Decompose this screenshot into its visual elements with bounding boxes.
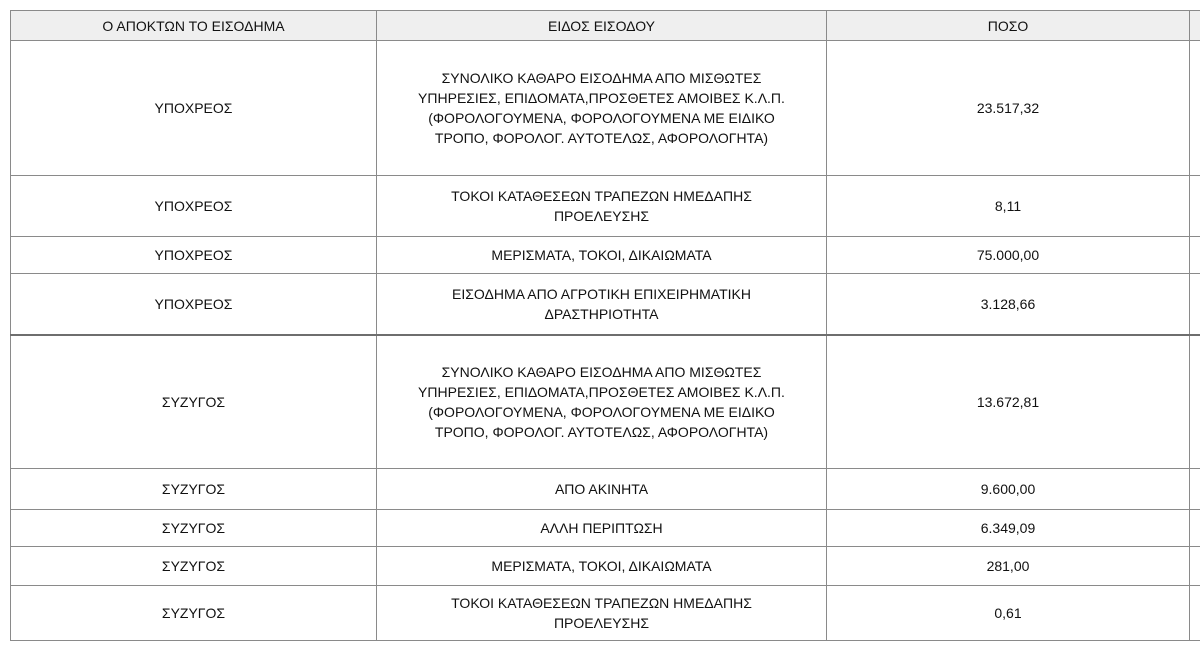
edge-cell <box>1190 237 1200 274</box>
income-type-cell: ΑΠΟ ΑΚΙΝΗΤΑ <box>377 469 827 510</box>
amount-cell: 0,61 <box>827 586 1190 641</box>
income-type-cell: ΣΥΝΟΛΙΚΟ ΚΑΘΑΡΟ ΕΙΣΟΔΗΜΑ ΑΠΟ ΜΙΣΘΩΤΕΣ ΥΠΗΡΕΣΙΕΣ, ΕΠΙΔΟΜΑΤΑ,ΠΡΟΣΘΕΤΕΣ ΑΜΟΙΒΕΣ Κ.Λ.Π.(ΦΟΡΟΛΟΓΟΥΜΕΝΑ, ΦΟΡΟΛΟΓΟΥΜΕΝΑ ΜΕ ΕΙΔΙΚΟ ΤΡΟΠΟ, ΦΟΡΟΛΟΓ. ΑΥΤΟΤΕΛΩΣ, ΑΦΟΡΟΛΟΓΗΤΑ) <box>377 41 827 176</box>
table-row <box>11 41 1200 176</box>
amount-cell: 23.517,32 <box>827 41 1190 176</box>
earner-cell: ΣΥΖΥΓΟΣ <box>11 469 377 510</box>
amount-cell: 6.349,09 <box>827 510 1190 547</box>
edge-cell <box>1190 41 1200 176</box>
edge-cell <box>1190 547 1200 586</box>
income-type-cell: ΤΟΚΟΙ ΚΑΤΑΘΕΣΕΩΝ ΤΡΑΠΕΖΩΝ ΗΜΕΔΑΠΗΣ ΠΡΟΕΛΕΥΣΗΣ <box>377 176 827 237</box>
earner-cell: ΥΠΟΧΡΕΟΣ <box>11 237 377 274</box>
edge-cell <box>1190 274 1200 335</box>
amount-cell: 3.128,66 <box>827 274 1190 335</box>
earner-cell: ΣΥΖΥΓΟΣ <box>11 547 377 586</box>
earner-cell: ΣΥΖΥΓΟΣ <box>11 586 377 641</box>
edge-cell <box>1190 469 1200 510</box>
income-table <box>10 10 1200 641</box>
amount-cell: 8,11 <box>827 176 1190 237</box>
earner-cell: ΥΠΟΧΡΕΟΣ <box>11 274 377 335</box>
income-type-cell: ΤΟΚΟΙ ΚΑΤΑΘΕΣΕΩΝ ΤΡΑΠΕΖΩΝ ΗΜΕΔΑΠΗΣ ΠΡΟΕΛΕΥΣΗΣ <box>377 586 827 641</box>
earner-cell: ΥΠΟΧΡΕΟΣ <box>11 176 377 237</box>
income-type-cell: ΕΙΣΟΔΗΜΑ ΑΠΟ ΑΓΡΟΤΙΚΗ ΕΠΙΧΕΙΡΗΜΑΤΙΚΗ ΔΡΑΣΤΗΡΙΟΤΗΤΑ <box>377 274 827 335</box>
table-row <box>11 586 1200 641</box>
header-edge-cell <box>1190 11 1200 41</box>
income-type-cell: ΣΥΝΟΛΙΚΟ ΚΑΘΑΡΟ ΕΙΣΟΔΗΜΑ ΑΠΟ ΜΙΣΘΩΤΕΣ ΥΠΗΡΕΣΙΕΣ, ΕΠΙΔΟΜΑΤΑ,ΠΡΟΣΘΕΤΕΣ ΑΜΟΙΒΕΣ Κ.Λ.Π.(ΦΟΡΟΛΟΓΟΥΜΕΝΑ, ΦΟΡΟΛΟΓΟΥΜΕΝΑ ΜΕ ΕΙΔΙΚΟ ΤΡΟΠΟ, ΦΟΡΟΛΟΓ. ΑΥΤΟΤΕΛΩΣ, ΑΦΟΡΟΛΟΓΗΤΑ) <box>377 335 827 469</box>
income-type-cell: ΜΕΡΙΣΜΑΤΑ, ΤΟΚΟΙ, ΔΙΚΑΙΩΜΑΤΑ <box>377 547 827 586</box>
amount-cell: 75.000,00 <box>827 237 1190 274</box>
table-row <box>11 547 1200 586</box>
amount-cell: 13.672,81 <box>827 335 1190 469</box>
earner-cell: ΣΥΖΥΓΟΣ <box>11 510 377 547</box>
header-earner: Ο ΑΠΟΚΤΩΝ ΤΟ ΕΙΣΟΔΗΜΑ <box>11 11 377 41</box>
edge-cell <box>1190 510 1200 547</box>
table-row <box>11 274 1200 335</box>
table-row <box>11 176 1200 237</box>
header-income-type: ΕΙΔΟΣ ΕΙΣΟΔΟΥ <box>377 11 827 41</box>
table-row <box>11 469 1200 510</box>
amount-cell: 281,00 <box>827 547 1190 586</box>
amount-cell: 9.600,00 <box>827 469 1190 510</box>
table-header-row <box>11 11 1200 41</box>
earner-cell: ΣΥΖΥΓΟΣ <box>11 335 377 469</box>
header-amount: ΠΟΣΟ <box>827 11 1190 41</box>
edge-cell <box>1190 335 1200 469</box>
edge-cell <box>1190 586 1200 641</box>
income-type-cell: ΑΛΛΗ ΠΕΡΙΠΤΩΣΗ <box>377 510 827 547</box>
table-row <box>11 237 1200 274</box>
income-type-cell: ΜΕΡΙΣΜΑΤΑ, ΤΟΚΟΙ, ΔΙΚΑΙΩΜΑΤΑ <box>377 237 827 274</box>
edge-cell <box>1190 176 1200 237</box>
earner-cell: ΥΠΟΧΡΕΟΣ <box>11 41 377 176</box>
table-row <box>11 335 1200 469</box>
table-row <box>11 510 1200 547</box>
